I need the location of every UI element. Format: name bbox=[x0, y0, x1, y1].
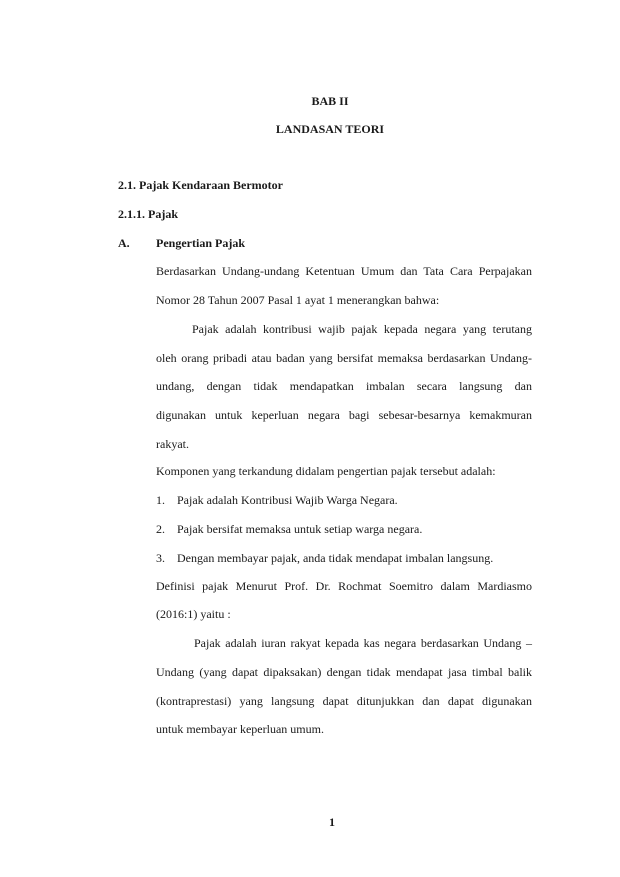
quote-line: Undang (yang dapat dipaksakan) dengan tidak mendapat jasa timbal balik bbox=[156, 665, 532, 679]
list-item-text: Pajak bersifat memaksa untuk setiap warga negara. bbox=[177, 522, 423, 536]
page-number: 1 bbox=[329, 815, 335, 829]
quote-line: oleh orang pribadi atau badan yang bersifat memaksa berdasarkan Undang- bbox=[156, 351, 532, 365]
list-item-number: 2. bbox=[156, 522, 165, 536]
quote-line: rakyat. bbox=[156, 437, 189, 451]
paragraph-line: Berdasarkan Undang-undang Ketentuan Umum dan Tata Cara Perpajakan bbox=[156, 264, 532, 278]
definition-line: (2016:1) yaitu : bbox=[156, 607, 231, 621]
list-item-number: 1. bbox=[156, 493, 165, 507]
quote-line: Pajak adalah kontribusi wajib pajak kepada negara yang terutang bbox=[192, 322, 532, 336]
section-heading-2-1: 2.1. Pajak Kendaraan Bermotor bbox=[118, 178, 283, 192]
section-heading-2-1-1: 2.1.1. Pajak bbox=[118, 207, 178, 221]
quote-line: undang, dengan tidak mendapatkan imbalan secara langsung dan bbox=[156, 379, 532, 393]
list-item-text: Pajak adalah Kontribusi Wajib Warga Negara. bbox=[177, 493, 398, 507]
quote-line: (kontraprestasi) yang langsung dapat ditunjukkan dan dapat digunakan bbox=[156, 694, 532, 708]
definition-line: Definisi pajak Menurut Prof. Dr. Rochmat Soemitro dalam Mardiasmo bbox=[156, 579, 532, 593]
chapter-number: BAB II bbox=[311, 94, 349, 108]
quote-line: digunakan untuk keperluan negara bagi sebesar-besarnya kemakmuran bbox=[156, 408, 532, 422]
chapter-title: LANDASAN TEORI bbox=[275, 122, 385, 136]
list-item-text: Dengan membayar pajak, anda tidak mendapat imbalan langsung. bbox=[177, 551, 494, 565]
paragraph-line: Nomor 28 Tahun 2007 Pasal 1 ayat 1 menerangkan bahwa: bbox=[156, 293, 440, 307]
list-item-number: 3. bbox=[156, 551, 165, 565]
subsection-title: Pengertian Pajak bbox=[156, 236, 245, 250]
components-intro: Komponen yang terkandung didalam pengertian pajak tersebut adalah: bbox=[156, 464, 496, 478]
subsection-letter: A. bbox=[118, 236, 130, 250]
quote-line: untuk membayar keperluan umum. bbox=[156, 722, 324, 736]
quote-line: Pajak adalah iuran rakyat kepada kas negara berdasarkan Undang – bbox=[194, 636, 532, 650]
